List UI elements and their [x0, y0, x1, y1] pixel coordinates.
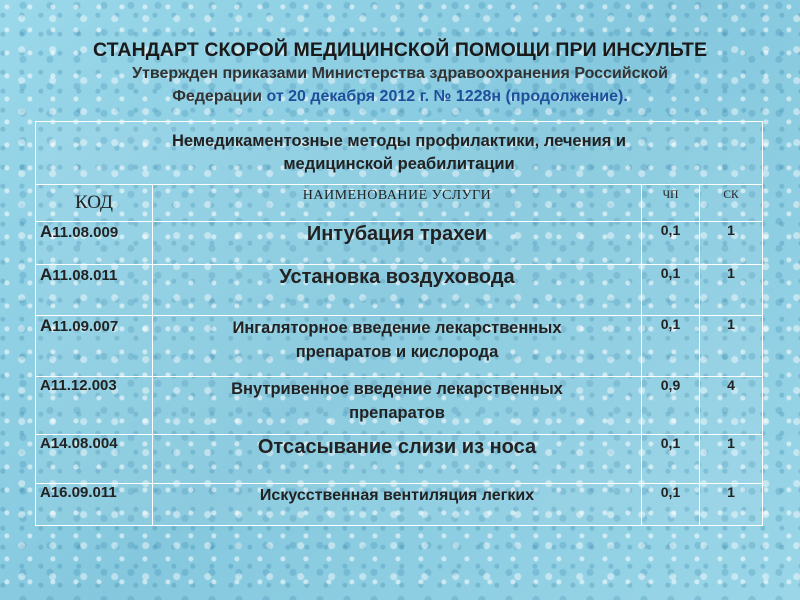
sk-value: 4 — [700, 377, 763, 435]
chp-value: 0,1 — [642, 316, 700, 377]
code-letter: А — [40, 265, 53, 284]
code-number: 11.08.009 — [52, 224, 119, 241]
order-reference: от 20 декабря 2012 г. № 1228н — [266, 88, 502, 105]
service-code — [36, 265, 153, 316]
section-title — [36, 122, 763, 185]
service-name — [153, 377, 642, 435]
sk-value: 1 — [700, 222, 763, 265]
service-code: А16.09.011 — [36, 484, 153, 526]
table-row — [36, 435, 763, 484]
table-row — [36, 265, 763, 316]
table-row — [36, 316, 763, 377]
service-name-line1: Внутривенное введение лекарственных — [231, 380, 563, 398]
service-name: Установка воздуховода — [153, 265, 642, 316]
sk-value: 1 — [700, 435, 763, 484]
services-table — [35, 121, 763, 526]
table-row — [36, 377, 763, 435]
page-subtitle-line1: Утвержден приказами Министерства здравоохранения Российской — [132, 65, 668, 82]
sk-value: 1 — [700, 265, 763, 316]
chp-value: 0,1 — [642, 435, 700, 484]
service-name: Отсасывание слизи из носа — [153, 435, 642, 484]
page-subtitle-line2 — [0, 86, 800, 108]
service-code — [36, 222, 153, 265]
table-row — [36, 484, 763, 526]
chp-value: 0,1 — [642, 265, 700, 316]
service-code: А11.12.003 — [36, 377, 153, 435]
service-code: А14.08.004 — [36, 435, 153, 484]
service-name: Интубация трахеи — [153, 222, 642, 265]
chp-value: 0,1 — [642, 484, 700, 526]
code-letter: А — [40, 316, 53, 335]
code-letter: А — [40, 222, 53, 241]
code-number: 11.08.011 — [52, 267, 118, 284]
slide-header — [0, 38, 800, 108]
column-header-name: НАИМЕНОВАНИЕ УСЛУГИ — [153, 185, 642, 222]
service-name — [153, 316, 642, 377]
continuation-note: (продолжение). — [505, 88, 628, 105]
section-title-line2: медицинской реабилитации — [283, 155, 515, 173]
chp-value: 0,1 — [642, 222, 700, 265]
column-header-chp: ЧП — [642, 185, 700, 222]
service-name-line1: Ингаляторное введение лекарственных — [232, 319, 562, 337]
service-code — [36, 316, 153, 377]
column-header-row — [36, 185, 763, 222]
column-header-code: КОД — [36, 185, 153, 222]
sk-value: 1 — [700, 316, 763, 377]
page-title: СТАНДАРТ СКОРОЙ МЕДИЦИНСКОЙ ПОМОЩИ ПРИ ИНСУЛЬТЕ — [92, 39, 708, 61]
subtitle-prefix: Федерации — [172, 88, 263, 105]
table-row — [36, 222, 763, 265]
column-header-sk: СК — [700, 185, 763, 222]
section-title-row — [36, 122, 763, 185]
sk-value: 1 — [700, 484, 763, 526]
service-name-line2: препаратов и кислорода — [295, 343, 499, 361]
service-name: Искусственная вентиляция легких — [153, 484, 642, 526]
section-title-line1: Немедикаментозные методы профилактики, лечения и — [171, 132, 627, 150]
code-number: 11.09.007 — [52, 318, 119, 335]
service-name-line2: препаратов — [349, 404, 445, 422]
chp-value: 0,9 — [642, 377, 700, 435]
